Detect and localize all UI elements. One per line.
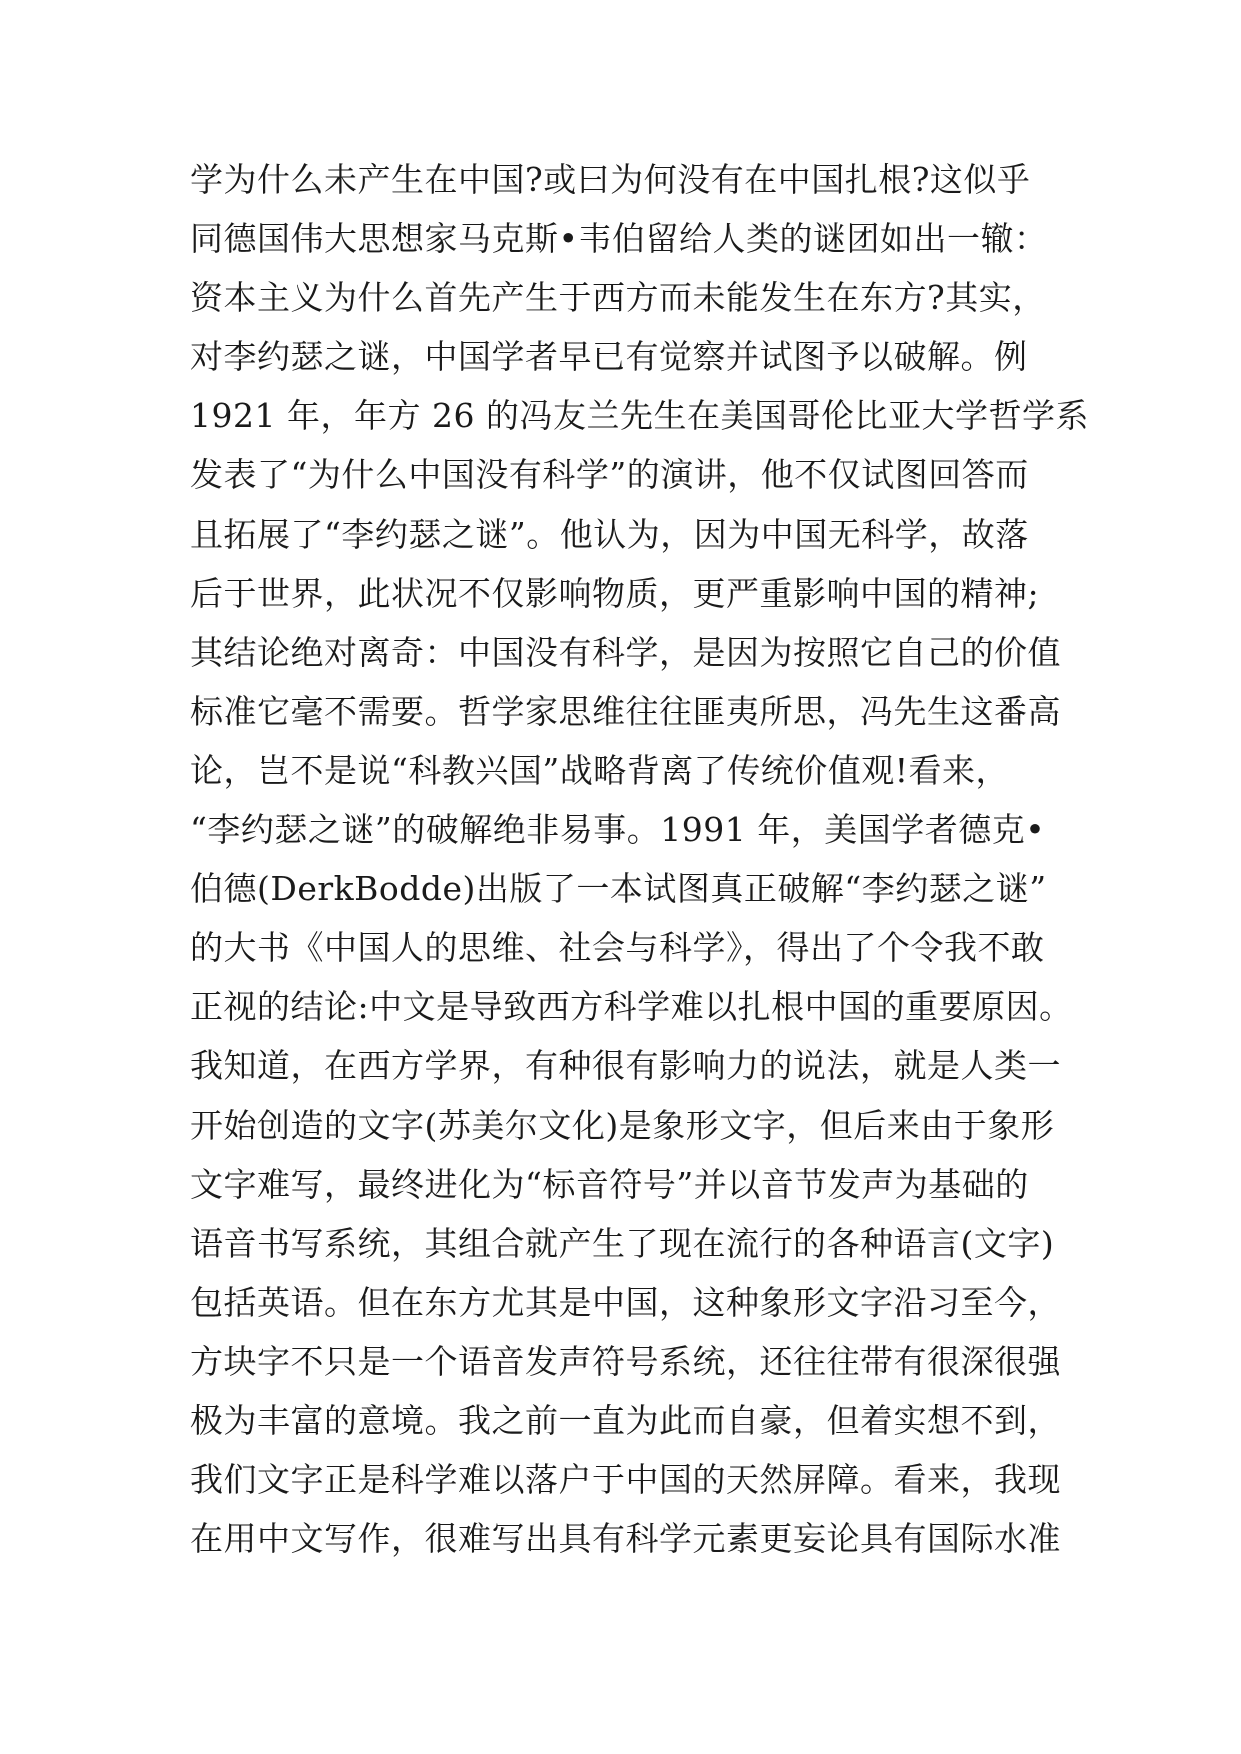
text-line: 1921 年，年方 26 的冯友兰先生在美国哥伦比亚大学哲学系 <box>190 396 1089 436</box>
text-line: 论，岂不是说“科教兴国”战略背离了传统价值观!看来， <box>190 750 1010 790</box>
text-line: 标准它毫不需要。哲学家思维往往匪夷所思，冯先生这番高 <box>190 691 1061 731</box>
text-line: 资本主义为什么首先产生于西方而未能发生在东方?其实， <box>190 278 1046 318</box>
text-line: 学为什么未产生在中国?或曰为何没有在中国扎根?这似乎 <box>190 160 1031 199</box>
text-line: 极为丰富的意境。我之前一直为此而自豪，但着实想不到， <box>190 1400 1061 1440</box>
text-line: 其结论绝对离奇：中国没有科学，是因为按照它自己的价值 <box>190 632 1061 672</box>
text-line: “李约瑟之谜”的破解绝非易事。1991 年，美国学者德克• <box>190 810 1046 850</box>
text-line: 文字难写，最终进化为“标音符号”并以音节发声为基础的 <box>190 1164 1029 1204</box>
text-line: 语音书写系统，其组合就产生了现在流行的各种语言(文字) <box>190 1223 1055 1263</box>
text-line: 在用中文写作，很难写出具有科学元素更妄论具有国际水准 <box>190 1519 1061 1559</box>
text-line: 且拓展了“李约瑟之谜”。他认为，因为中国无科学，故落 <box>190 514 1029 554</box>
text-line: 我知道，在西方学界，有种很有影响力的说法，就是人类一 <box>190 1046 1061 1086</box>
text-line: 后于世界，此状况不仅影响物质，更严重影响中国的精神; <box>190 573 1040 613</box>
text-line: 发表了“为什么中国没有科学”的演讲，他不仅试图回答而 <box>190 455 1029 495</box>
text-line: 开始创造的文字(苏美尔文化)是象形文字，但后来由于象形 <box>190 1105 1055 1145</box>
text-line: 方块字不只是一个语音发声符号系统，还往往带有很深很强 <box>190 1341 1061 1381</box>
text-line: 的大书《中国人的思维、社会与科学》，得出了个令我不敢 <box>190 928 1045 968</box>
body-text <box>190 150 1089 1568</box>
text-line: 正视的结论:中文是导致西方科学难以扎根中国的重要原因。 <box>190 987 1073 1027</box>
text-line: 对李约瑟之谜，中国学者早已有觉察并试图予以破解。例 <box>190 337 1028 377</box>
text-line: 包括英语。但在东方尤其是中国，这种象形文字沿习至今， <box>190 1282 1061 1322</box>
text-line: 伯德(DerkBodde)出版了一本试图真正破解“李约瑟之谜” <box>190 869 1047 909</box>
text-line: 同德国伟大思想家马克斯•韦伯留给人类的谜团如出一辙： <box>190 219 1048 259</box>
text-line: 我们文字正是科学难以落户于中国的天然屏障。看来，我现 <box>190 1460 1061 1500</box>
